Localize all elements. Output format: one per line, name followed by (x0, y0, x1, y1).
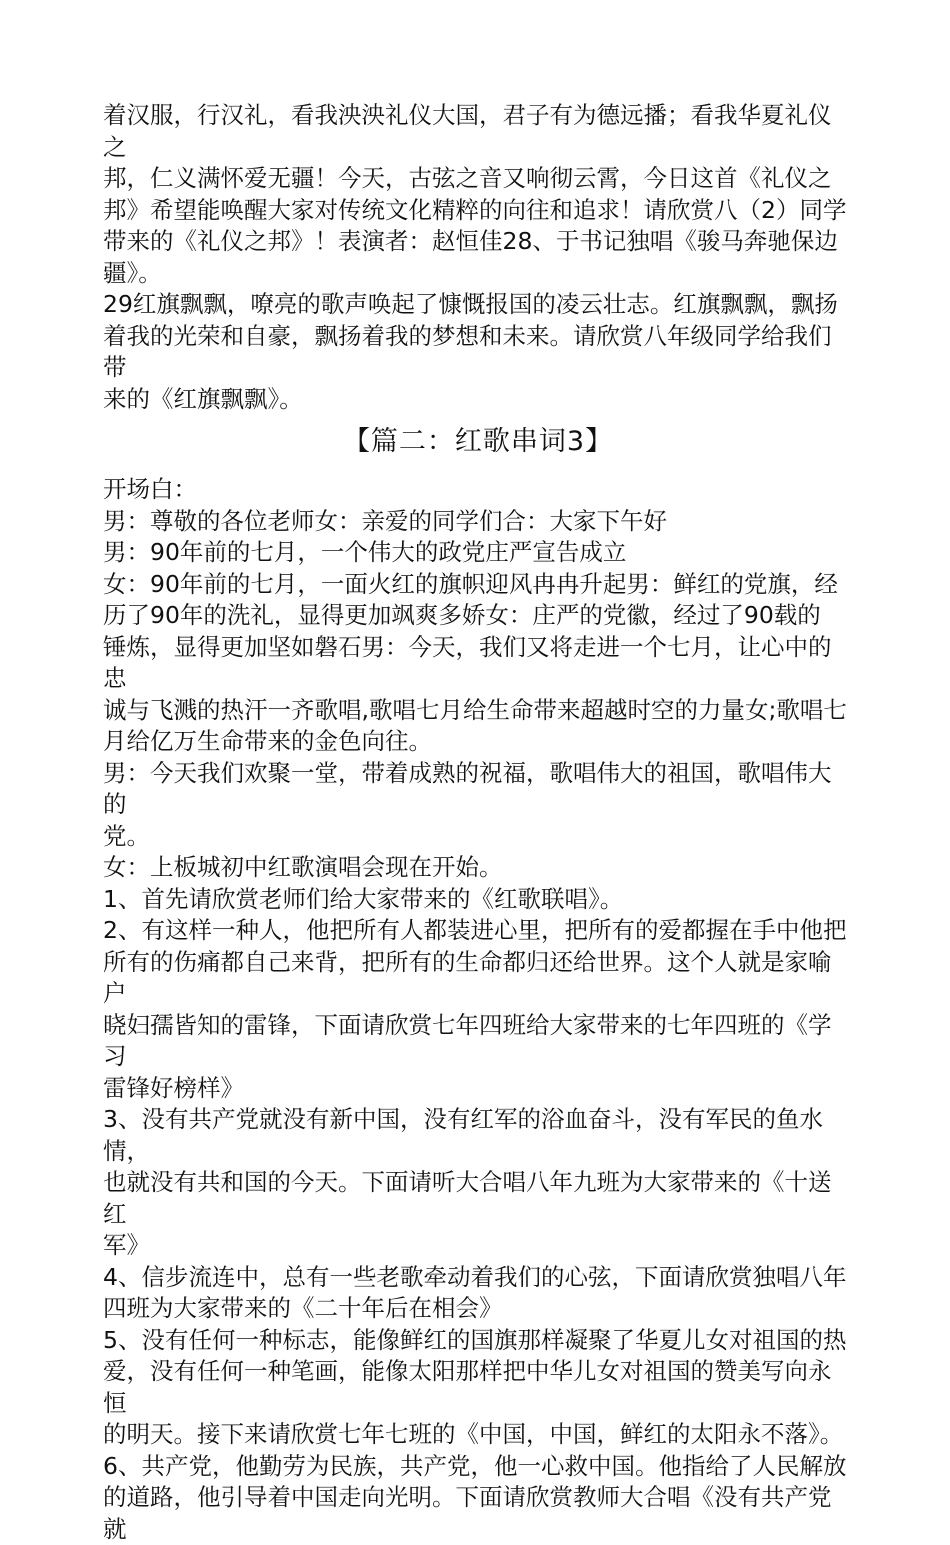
program-item-2: 2、有这样一种人，他把所有人都装进心里，把所有的爱都握在手中他把 所有的伤痛都自己来背，把所有的生命都归还给世界。这个人就是家喻户 晓妇孺皆知的雷锋，下面请欣赏七年四班给大家带来的七年四班的《学习 雷锋好榜样》 (103, 915, 853, 1104)
dialogue-line: 女：90年前的七月，一面火红的旗帜迎风冉冉升起男：鲜红的党旗，经 历了90年的洗礼，显得更加飒爽多娇女：庄严的党徽，经过了90载的 锤炼，显得更加坚如磐石男：今天，我们又将走进一个七月，让心中的忠 诚与飞溅的热汗一齐歌唱,歌唱七月给生命带来超越时空的力量女;歌唱七 月给亿万生命带来的金色向往。 (103, 569, 853, 758)
dialogue-line: 男：90年前的七月，一个伟大的政党庄严宣告成立 (103, 537, 853, 569)
program-item-3: 3、没有共产党就没有新中国，没有红军的浴血奋斗，没有军民的鱼水情， 也就没有共和国的今天。下面请听大合唱八年九班为大家带来的《十送红 军》 (103, 1104, 853, 1262)
paragraph-hongqi-piaopiao: 29红旗飘飘，嘹亮的歌声唤起了慷慨报国的凌云壮志。红旗飘飘，飘扬 着我的光荣和自豪，飘扬着我的梦想和未来。请欣赏八年级同学给我们带 来的《红旗飘飘》。 (103, 289, 853, 415)
opening-label: 开场白： (103, 474, 853, 506)
paragraph-liyi-zhibang: 着汉服，行汉礼，看我泱泱礼仪大国，君子有为德远播；看我华夏礼仪之 邦，仁义满怀爱无疆！今天，古弦之音又响彻云霄，今日这首《礼仪之 邦》希望能唤醒大家对传统文化精粹的向往和追求！请欣赏八（2）同学 带来的《礼仪之邦》！表演者：赵恒佳28、于书记独唱《骏马奔驰保边 疆》。 (103, 100, 853, 289)
program-item-4: 4、信步流连中，总有一些老歌牵动着我们的心弦，下面请欣赏独唱八年 四班为大家带来的《二十年后在相会》 (103, 1262, 853, 1325)
program-item-5: 5、没有任何一种标志，能像鲜红的国旗那样凝聚了华夏儿女对祖国的热 爱，没有任何一种笔画，能像太阳那样把中华儿女对祖国的赞美写向永恒 的明天。接下来请欣赏七年七班的《中国，中国，鲜红的太阳永不落》。 (103, 1325, 853, 1451)
program-item-6: 6、共产党，他勤劳为民族，共产党，他一心救中国。他指给了人民解放 的道路，他引导着中国走向光明。下面请欣赏教师大合唱《没有共产党就 (103, 1451, 853, 1545)
section-heading: 【篇二：红歌串词3】 (103, 424, 853, 460)
dialogue-line: 男：今天我们欢聚一堂，带着成熟的祝福，歌唱伟大的祖国，歌唱伟大的 党。 (103, 758, 853, 853)
dialogue-line: 女：上板城初中红歌演唱会现在开始。 (103, 852, 853, 884)
document-page (103, 100, 853, 1545)
dialogue-line: 男：尊敬的各位老师女：亲爱的同学们合：大家下午好 (103, 506, 853, 538)
program-item-1: 1、首先请欣赏老师们给大家带来的《红歌联唱》。 (103, 884, 853, 916)
